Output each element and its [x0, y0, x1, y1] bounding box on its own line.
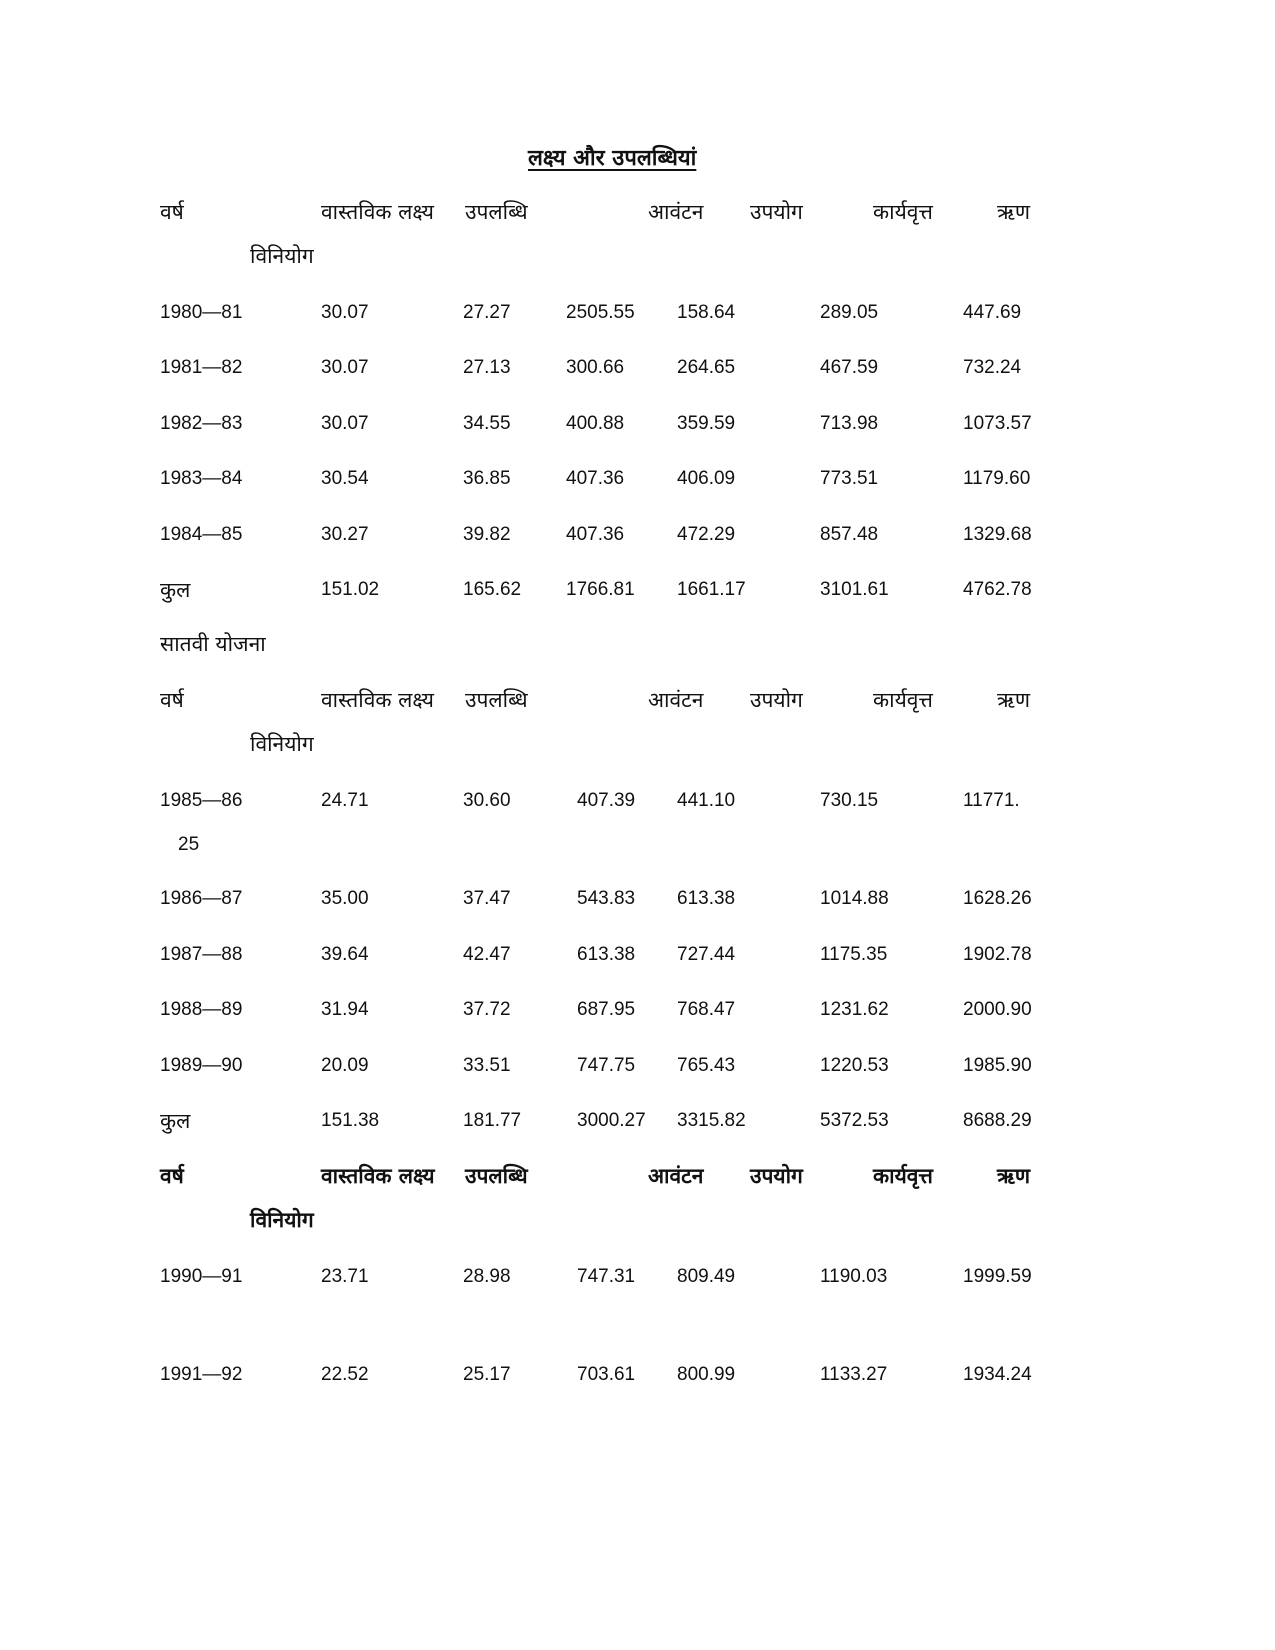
- section2-row-2-cell-5: 1175.35: [820, 944, 888, 965]
- section1-row-4-cell-5: 857.48: [820, 524, 879, 545]
- section1-row-2-cell-3: 400.88: [566, 413, 625, 434]
- section1-row-5-cell-4: 1661.17: [677, 579, 746, 600]
- section2-row-5-cell-0: कुल: [160, 1109, 191, 1133]
- section3-row-0-cell-2: 28.98: [463, 1266, 511, 1287]
- section2-row-3-cell-1: 31.94: [321, 999, 369, 1020]
- section2-row-3-cell-2: 37.72: [463, 999, 511, 1020]
- section1-row-4-cell-4: 472.29: [677, 524, 736, 545]
- section2-row-5-cell-2: 181.77: [463, 1110, 522, 1131]
- section1-row-5-cell-1: 151.02: [321, 579, 380, 600]
- section1-row-2-cell-6: 1073.57: [963, 413, 1032, 434]
- section3-row-0-cell-3: 747.31: [577, 1266, 636, 1287]
- section1-row-5-cell-6: 4762.78: [963, 579, 1032, 600]
- section2-row-2-cell-3: 613.38: [577, 944, 636, 965]
- section2-row-3-cell-3: 687.95: [577, 999, 636, 1020]
- section2-row-1-cell-1: 35.00: [321, 888, 369, 909]
- section1-row-3-cell-2: 36.85: [463, 468, 511, 489]
- section2-row-0-cell-2: 30.60: [463, 790, 511, 811]
- section1-row-3-cell-0: 1983—84: [160, 468, 243, 489]
- section2-row-4-cell-2: 33.51: [463, 1055, 511, 1076]
- section1-header-year: वर्ष: [160, 200, 184, 224]
- section3-header-turnover: कार्यवृत्त: [873, 1164, 933, 1188]
- section2-row-3-cell-6: 2000.90: [963, 999, 1032, 1020]
- section2-row-5-cell-6: 8688.29: [963, 1110, 1032, 1131]
- section2-row-3-cell-0: 1988—89: [160, 999, 243, 1020]
- section2-row-0-cell-4: 441.10: [677, 790, 736, 811]
- section3-header-allocation: आवंटन: [648, 1164, 704, 1188]
- section3-header-loan: ऋण: [997, 1164, 1031, 1188]
- section2-row-5-cell-1: 151.38: [321, 1110, 380, 1131]
- section2-row-3-cell-5: 1231.62: [820, 999, 889, 1020]
- section1-row-1-cell-0: 1981—82: [160, 357, 243, 378]
- section3-row-0-cell-1: 23.71: [321, 1266, 369, 1287]
- section2-header-allocation: आवंटन: [648, 688, 704, 712]
- section3-row-0-cell-4: 809.49: [677, 1266, 736, 1287]
- section1-row-2-cell-4: 359.59: [677, 413, 736, 434]
- section2-header-loan: ऋण: [997, 688, 1031, 712]
- section2-row-4-cell-4: 765.43: [677, 1055, 736, 1076]
- section1-row-1-cell-3: 300.66: [566, 357, 625, 378]
- page-title: लक्ष्य और उपलब्धियां: [528, 146, 697, 171]
- seventh-plan-label: सातवी योजना: [160, 632, 266, 656]
- section2-row-2-cell-0: 1987—88: [160, 944, 243, 965]
- section1-row-3-cell-4: 406.09: [677, 468, 736, 489]
- section1-row-2-cell-2: 34.55: [463, 413, 511, 434]
- section3-row-0-cell-6: 1999.59: [963, 1266, 1032, 1287]
- section1-row-3-cell-3: 407.36: [566, 468, 625, 489]
- section1-header-loan: ऋण: [997, 200, 1031, 224]
- section1-row-4-cell-0: 1984—85: [160, 524, 243, 545]
- section3-row-1-cell-2: 25.17: [463, 1364, 511, 1385]
- section1-row-0-cell-4: 158.64: [677, 302, 736, 323]
- section2-header-year: वर्ष: [160, 688, 184, 712]
- section1-row-0-cell-1: 30.07: [321, 302, 369, 323]
- section1-row-3-cell-5: 773.51: [820, 468, 879, 489]
- section2-header-achievement: उपलब्धि: [465, 688, 528, 712]
- section1-row-2-cell-0: 1982—83: [160, 413, 243, 434]
- section3-header-year: वर्ष: [160, 1164, 184, 1188]
- section3-row-1-cell-6: 1934.24: [963, 1364, 1032, 1385]
- section2-row-3-cell-4: 768.47: [677, 999, 736, 1020]
- section1-row-5-cell-0: कुल: [160, 578, 191, 602]
- section3-header-real-target: वास्तविक लक्ष्य: [321, 1164, 435, 1188]
- section2-row-2-cell-2: 42.47: [463, 944, 511, 965]
- section2-wrapped-value: 25: [178, 834, 200, 855]
- section2-row-1-cell-6: 1628.26: [963, 888, 1032, 909]
- section2-row-1-cell-5: 1014.88: [820, 888, 889, 909]
- section2-row-0-cell-3: 407.39: [577, 790, 636, 811]
- section1-row-5-cell-2: 165.62: [463, 579, 522, 600]
- section2-row-1-cell-3: 543.83: [577, 888, 636, 909]
- section2-row-0-cell-1: 24.71: [321, 790, 369, 811]
- section2-row-0-cell-6: 11771.: [963, 790, 1020, 811]
- section1-row-4-cell-1: 30.27: [321, 524, 369, 545]
- section2-row-5-cell-4: 3315.82: [677, 1110, 746, 1131]
- section2-row-5-cell-3: 3000.27: [577, 1110, 646, 1131]
- section1-header-allocation: आवंटन: [648, 200, 704, 224]
- section2-header-real-target: वास्तविक लक्ष्य: [321, 688, 434, 712]
- section1-row-1-cell-5: 467.59: [820, 357, 879, 378]
- section2-header-turnover: कार्यवृत्त: [873, 688, 933, 712]
- section3-header-achievement: उपलब्धि: [465, 1164, 528, 1188]
- section2-row-4-cell-5: 1220.53: [820, 1055, 889, 1076]
- section1-row-1-cell-6: 732.24: [963, 357, 1022, 378]
- section3-row-0-cell-5: 1190.03: [820, 1266, 888, 1287]
- section1-row-0-cell-2: 27.27: [463, 302, 511, 323]
- section1-row-4-cell-6: 1329.68: [963, 524, 1032, 545]
- section1-row-1-cell-2: 27.13: [463, 357, 511, 378]
- section1-row-5-cell-5: 3101.61: [820, 579, 889, 600]
- section1-header-real-target: वास्तविक लक्ष्य: [321, 200, 434, 224]
- section3-row-1-cell-0: 1991—92: [160, 1364, 243, 1385]
- section3-row-1-cell-4: 800.99: [677, 1364, 736, 1385]
- section1-header-turnover: कार्यवृत्त: [873, 200, 933, 224]
- section2-row-4-cell-0: 1989—90: [160, 1055, 243, 1076]
- section3-header-appropriation: विनियोग: [250, 1208, 314, 1232]
- section1-row-1-cell-1: 30.07: [321, 357, 369, 378]
- section1-row-0-cell-6: 447.69: [963, 302, 1022, 323]
- section2-header-appropriation: विनियोग: [250, 732, 314, 756]
- section1-row-1-cell-4: 264.65: [677, 357, 736, 378]
- section2-row-0-cell-5: 730.15: [820, 790, 879, 811]
- section1-row-2-cell-5: 713.98: [820, 413, 879, 434]
- section2-row-4-cell-6: 1985.90: [963, 1055, 1032, 1076]
- section3-row-1-cell-1: 22.52: [321, 1364, 369, 1385]
- section2-row-4-cell-3: 747.75: [577, 1055, 636, 1076]
- section2-row-4-cell-1: 20.09: [321, 1055, 369, 1076]
- section2-row-1-cell-2: 37.47: [463, 888, 511, 909]
- section2-row-2-cell-4: 727.44: [677, 944, 736, 965]
- section3-row-1-cell-3: 703.61: [577, 1364, 636, 1385]
- section1-header-usage: उपयोग: [750, 200, 803, 224]
- section2-row-2-cell-1: 39.64: [321, 944, 369, 965]
- section1-header-achievement: उपलब्धि: [465, 200, 528, 224]
- section1-header-appropriation: विनियोग: [250, 244, 314, 268]
- section3-row-0-cell-0: 1990—91: [160, 1266, 243, 1287]
- section1-row-0-cell-3: 2505.55: [566, 302, 635, 323]
- section1-row-3-cell-6: 1179.60: [963, 468, 1031, 489]
- section1-row-2-cell-1: 30.07: [321, 413, 369, 434]
- section1-row-0-cell-5: 289.05: [820, 302, 879, 323]
- section1-row-5-cell-3: 1766.81: [566, 579, 635, 600]
- section1-row-4-cell-3: 407.36: [566, 524, 625, 545]
- section2-row-5-cell-5: 5372.53: [820, 1110, 889, 1131]
- section1-row-0-cell-0: 1980—81: [160, 302, 243, 323]
- section2-row-2-cell-6: 1902.78: [963, 944, 1032, 965]
- section1-row-4-cell-2: 39.82: [463, 524, 511, 545]
- section2-row-1-cell-0: 1986—87: [160, 888, 243, 909]
- section1-row-3-cell-1: 30.54: [321, 468, 369, 489]
- section2-row-1-cell-4: 613.38: [677, 888, 736, 909]
- section2-header-usage: उपयोग: [750, 688, 803, 712]
- section3-row-1-cell-5: 1133.27: [820, 1364, 888, 1385]
- section3-header-usage: उपयोग: [750, 1164, 803, 1188]
- section2-row-0-cell-0: 1985—86: [160, 790, 243, 811]
